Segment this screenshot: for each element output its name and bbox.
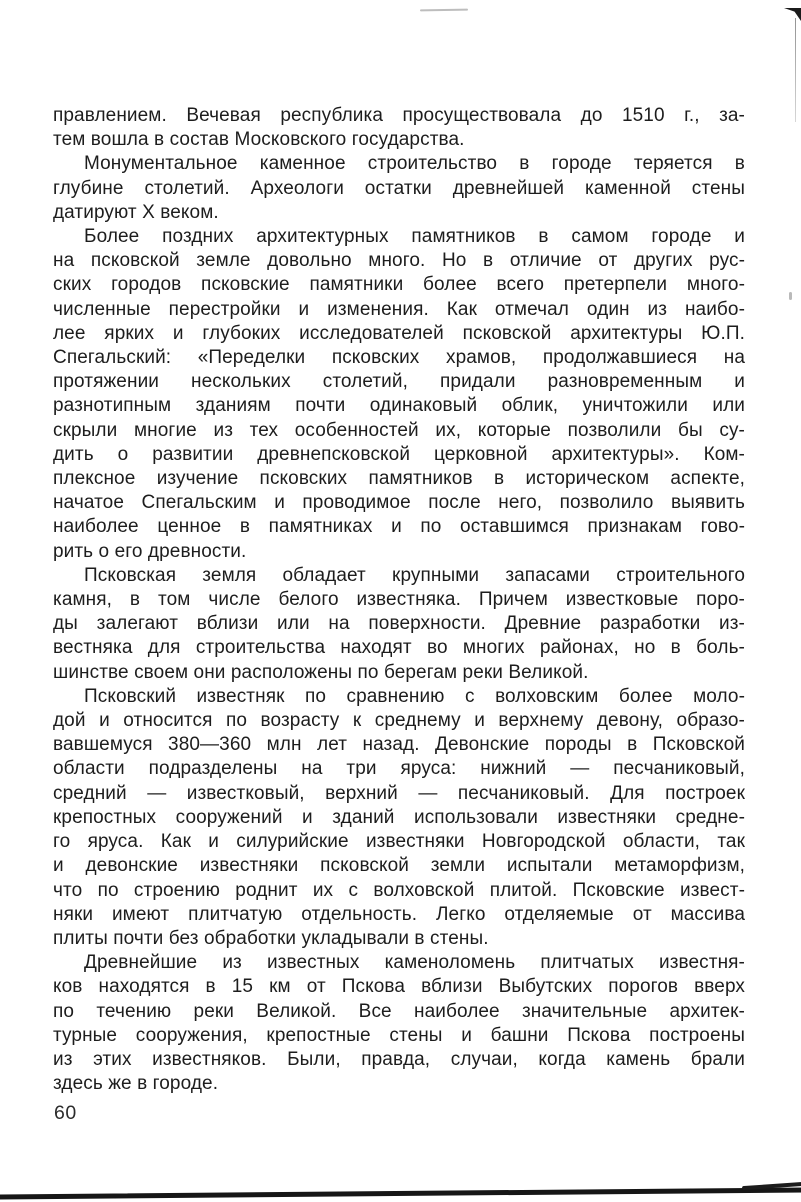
paragraph	[53, 104, 745, 152]
text-line: на псковской земле довольно много. Но в отличие от других рус-	[53, 250, 745, 272]
text-line: численные перестройки и изменения. Как отмечал один из наибо-	[53, 298, 745, 320]
text-line: начатое Спегальским и проводимое после него, позволило выявить	[53, 492, 745, 514]
text-line: дить о развитии древнепсковской церковной архитектуры». Ком-	[53, 443, 745, 465]
text-line: по течению реки Великой. Все наиболее значительные архитек-	[53, 1000, 745, 1022]
page-text-block	[53, 104, 745, 1096]
text-line: лее ярких и глубоких исследователей псковской архитектуры Ю.П.	[53, 322, 745, 344]
text-line: дой и относится по возрасту к среднему и верхнему девону, образо-	[53, 710, 745, 732]
text-line: го яруса. Как и силурийские известняки Новгородской области, так	[53, 831, 745, 853]
text-line: Псковская земля обладает крупными запасами строительного	[84, 564, 745, 586]
scan-top-smudge	[420, 9, 468, 12]
text-line: средний — известковый, верхний — песчаниковый. Для построек	[53, 782, 745, 804]
paragraph	[53, 685, 745, 951]
paragraph	[53, 225, 745, 564]
text-line: Псковский известняк по сравнению с волховским более моло-	[84, 685, 745, 707]
text-line: плексное изучение псковских памятников в историческом аспекте,	[53, 468, 745, 490]
text-line: что по строению роднит их с волховской плитой. Псковские извест-	[53, 879, 745, 901]
text-line: из этих известняков. Были, правда, случаи, когда камень брали	[53, 1048, 745, 1070]
text-line: Спегальский: «Переделки псковских храмов, продолжавшиеся на	[53, 347, 745, 369]
text-line: ды залегают вблизи или на поверхности. Древние разработки из-	[53, 613, 745, 635]
text-line: вавшемуся 380—360 млн лет назад. Девонские породы в Псковской	[53, 734, 745, 756]
text-line: Монументальное каменное строительство в городе теряется в	[84, 153, 745, 175]
text-line: ских городов псковские памятники более всего претерпели много-	[53, 274, 745, 296]
text-line: области подразделены на три яруса: нижний — песчаниковый,	[53, 758, 745, 780]
scan-corner-mark-icon	[784, 8, 801, 21]
text-line: крепостных сооружений и зданий использовали известняки средне-	[53, 806, 745, 828]
text-line: няки имеют плитчатую отдельность. Легко отделяемые от массива	[53, 903, 745, 925]
text-line: вестняка для строительства находят во многих районах, но в боль-	[53, 637, 745, 659]
text-line: тем вошла в состав Московского государства.	[53, 129, 465, 151]
paragraph	[53, 152, 745, 225]
scan-margin-speck	[789, 292, 792, 300]
scan-page-edge-line	[0, 1187, 801, 1199]
text-line: шинстве своем они расположены по берегам реки Великой.	[53, 661, 589, 683]
text-line: глубине столетий. Археологи остатки древнейшей каменной стены	[53, 177, 745, 199]
text-line: и девонские известняки псковской земли испытали метаморфизм,	[53, 855, 745, 877]
text-line: скрыли многие из тех особенностей их, которые позволили бы су-	[53, 419, 745, 441]
text-line: плиты почти без обработки укладывали в стены.	[53, 927, 489, 949]
text-line: Древнейшие из известных каменоломень плитчатых известня-	[84, 952, 745, 974]
text-line: наиболее ценное в памятниках и по оставшимся признакам гово-	[53, 516, 745, 538]
text-line: турные сооружения, крепостные стены и башни Пскова построены	[53, 1024, 745, 1046]
text-line: рить о его древности.	[53, 540, 247, 562]
paragraph	[53, 564, 745, 685]
text-line: датируют X веком.	[53, 201, 219, 223]
scan-corner-tail-line	[795, 18, 796, 122]
text-line: правлением. Вечевая республика просуществовала до 1510 г., за-	[53, 105, 745, 126]
text-line: камня, в том числе белого известняка. Причем известковые поро-	[53, 589, 745, 611]
paragraph	[53, 951, 745, 1096]
text-line: протяжении нескольких столетий, придали разновременным и	[53, 371, 745, 393]
text-line: ков находятся в 15 км от Пскова вблизи Выбутских порогов вверх	[53, 976, 745, 998]
text-line: здесь же в городе.	[53, 1073, 219, 1095]
text-line: разнотипным зданиям почти одинаковый облик, уничтожили или	[53, 395, 745, 417]
text-line: Более поздних архитектурных памятников в самом городе и	[84, 226, 745, 248]
page-number: 60	[54, 1102, 77, 1124]
